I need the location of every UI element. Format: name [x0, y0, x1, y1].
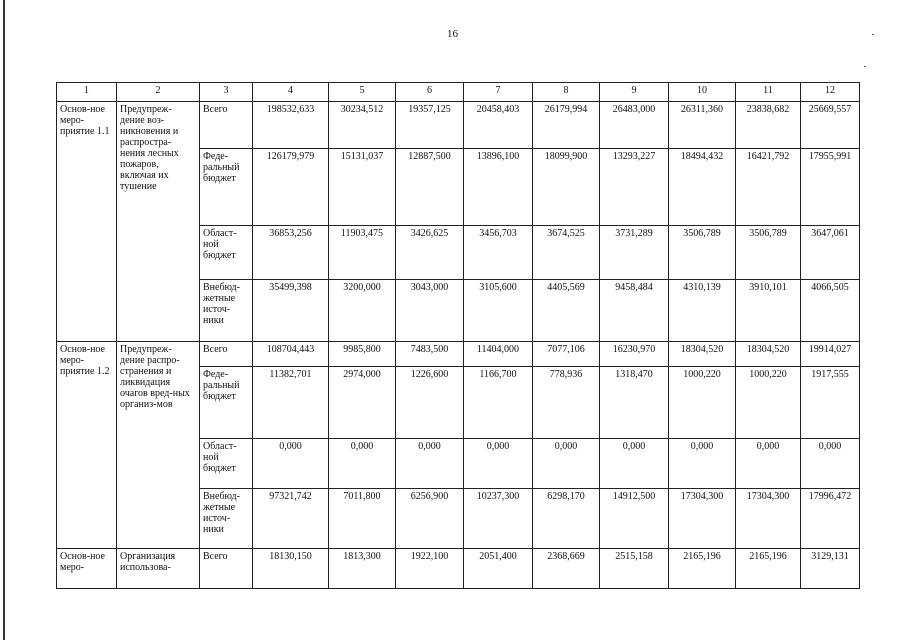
funding-source: Всего	[200, 342, 253, 367]
value-cell: 0,000	[801, 439, 860, 489]
value-cell: 18099,900	[533, 149, 600, 226]
value-cell: 35499,398	[253, 280, 329, 342]
value-cell: 0,000	[600, 439, 669, 489]
value-cell: 16421,792	[736, 149, 801, 226]
value-cell: 17304,300	[736, 489, 801, 549]
value-cell: 0,000	[329, 439, 396, 489]
value-cell: 1318,470	[600, 367, 669, 439]
value-cell: 30234,512	[329, 102, 396, 149]
value-cell: 0,000	[669, 439, 736, 489]
table-header-row	[57, 83, 860, 102]
funding-source: Област-ной бюджет	[200, 226, 253, 280]
column-header: 12	[801, 83, 860, 102]
value-cell: 12887,500	[396, 149, 464, 226]
column-header: 6	[396, 83, 464, 102]
value-cell: 126179,979	[253, 149, 329, 226]
page-number: 16	[447, 28, 458, 40]
value-cell: 3200,000	[329, 280, 396, 342]
value-cell: 19914,027	[801, 342, 860, 367]
column-header: 7	[464, 83, 533, 102]
funding-source: Феде-ральный бюджет	[200, 149, 253, 226]
value-cell: 26311,360	[669, 102, 736, 149]
value-cell: 3647,061	[801, 226, 860, 280]
value-cell: 11382,701	[253, 367, 329, 439]
funding-source: Всего	[200, 102, 253, 149]
value-cell: 1000,220	[669, 367, 736, 439]
column-header: 8	[533, 83, 600, 102]
column-header: 1	[57, 83, 117, 102]
scan-speck	[864, 66, 866, 67]
value-cell: 2165,196	[669, 549, 736, 589]
budget-table	[56, 82, 860, 589]
funding-source: Феде-ральный бюджет	[200, 367, 253, 439]
value-cell: 1000,220	[736, 367, 801, 439]
value-cell: 17304,300	[669, 489, 736, 549]
value-cell: 97321,742	[253, 489, 329, 549]
value-cell: 2515,158	[600, 549, 669, 589]
value-cell: 4066,505	[801, 280, 860, 342]
value-cell: 26179,994	[533, 102, 600, 149]
measure-name: Основ-ное меро-приятие 1.2	[57, 342, 117, 549]
value-cell: 1917,555	[801, 367, 860, 439]
value-cell: 3105,600	[464, 280, 533, 342]
value-cell: 13896,100	[464, 149, 533, 226]
value-cell: 108704,443	[253, 342, 329, 367]
value-cell: 1813,300	[329, 549, 396, 589]
value-cell: 2051,400	[464, 549, 533, 589]
value-cell: 7011,800	[329, 489, 396, 549]
measure-name: Основ-ное меро-приятие 1.1	[57, 102, 117, 342]
value-cell: 11404,000	[464, 342, 533, 367]
value-cell: 18494,432	[669, 149, 736, 226]
value-cell: 11903,475	[329, 226, 396, 280]
table-row	[57, 549, 860, 589]
column-header: 2	[117, 83, 200, 102]
value-cell: 3910,101	[736, 280, 801, 342]
column-header: 9	[600, 83, 669, 102]
value-cell: 0,000	[533, 439, 600, 489]
value-cell: 0,000	[736, 439, 801, 489]
table-row	[57, 342, 860, 367]
value-cell: 17996,472	[801, 489, 860, 549]
value-cell: 20458,403	[464, 102, 533, 149]
value-cell: 10237,300	[464, 489, 533, 549]
value-cell: 0,000	[464, 439, 533, 489]
value-cell: 15131,037	[329, 149, 396, 226]
funding-source: Внебюд-жетные источ-ники	[200, 489, 253, 549]
value-cell: 778,936	[533, 367, 600, 439]
value-cell: 18304,520	[736, 342, 801, 367]
measure-name: Основ-ное меро-	[57, 549, 117, 589]
value-cell: 3674,525	[533, 226, 600, 280]
funding-source: Внебюд-жетные источ-ники	[200, 280, 253, 342]
value-cell: 18304,520	[669, 342, 736, 367]
value-cell: 17955,991	[801, 149, 860, 226]
value-cell: 3456,703	[464, 226, 533, 280]
value-cell: 9985,800	[329, 342, 396, 367]
value-cell: 7483,500	[396, 342, 464, 367]
value-cell: 2165,196	[736, 549, 801, 589]
column-header: 3	[200, 83, 253, 102]
value-cell: 9458,484	[600, 280, 669, 342]
value-cell: 14912,500	[600, 489, 669, 549]
column-header: 10	[669, 83, 736, 102]
funding-source: Област-ной бюджет	[200, 439, 253, 489]
column-header: 4	[253, 83, 329, 102]
value-cell: 1166,700	[464, 367, 533, 439]
page-left-border	[3, 0, 5, 640]
value-cell: 19357,125	[396, 102, 464, 149]
value-cell: 13293,227	[600, 149, 669, 226]
value-cell: 0,000	[396, 439, 464, 489]
value-cell: 2368,669	[533, 549, 600, 589]
value-cell: 26483,000	[600, 102, 669, 149]
value-cell: 6256,900	[396, 489, 464, 549]
value-cell: 4405,569	[533, 280, 600, 342]
value-cell: 18130,150	[253, 549, 329, 589]
value-cell: 25669,557	[801, 102, 860, 149]
value-cell: 3043,000	[396, 280, 464, 342]
value-cell: 3129,131	[801, 549, 860, 589]
value-cell: 2974,000	[329, 367, 396, 439]
value-cell: 1226,600	[396, 367, 464, 439]
value-cell: 6298,170	[533, 489, 600, 549]
value-cell: 16230,970	[600, 342, 669, 367]
value-cell: 3506,789	[669, 226, 736, 280]
value-cell: 3506,789	[736, 226, 801, 280]
scan-speck	[872, 34, 874, 35]
table-row	[57, 102, 860, 149]
activity-description: Предупреж-дение распро-странения и ликвидация очагов вред-ных организ-мов	[117, 342, 200, 549]
funding-source: Всего	[200, 549, 253, 589]
value-cell: 0,000	[253, 439, 329, 489]
value-cell: 36853,256	[253, 226, 329, 280]
value-cell: 7077,106	[533, 342, 600, 367]
value-cell: 23838,682	[736, 102, 801, 149]
value-cell: 198532,633	[253, 102, 329, 149]
value-cell: 3731,289	[600, 226, 669, 280]
value-cell: 4310,139	[669, 280, 736, 342]
value-cell: 1922,100	[396, 549, 464, 589]
activity-description: Предупреж-дение воз-никновения и распростра-нения лесных пожаров, включая их тушение	[117, 102, 200, 342]
value-cell: 3426,625	[396, 226, 464, 280]
column-header: 5	[329, 83, 396, 102]
column-header: 11	[736, 83, 801, 102]
activity-description: Организация использова-	[117, 549, 200, 589]
